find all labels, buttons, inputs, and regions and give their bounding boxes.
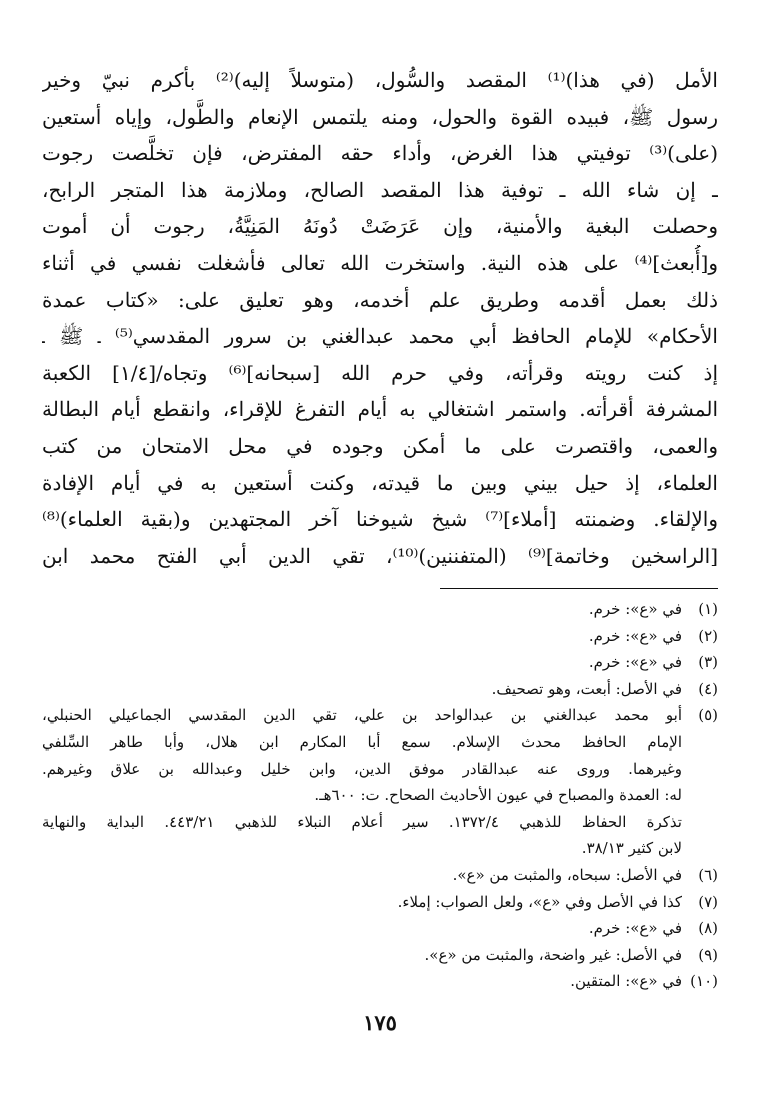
text-line: [الراسخين وخاتمة]⁽⁹⁾ (المتفننين)⁽¹⁰⁾، تقي الدين أبي الفتح محمد ابن [42,543,718,568]
footnote [42,623,718,650]
footnote-text: في الأصل: سبحاه، والمثبت من «ع». [452,865,682,884]
footnote-body [42,649,682,676]
text-line: المشرفة أقرأته. واستمر اشتغالي به أيام التفرغ للإقراء، وانقطع أيام البطالة [42,397,718,422]
footnote [42,862,718,889]
footnote-number: (٣) [698,653,718,672]
text-line: إذ كنت رويته وقرأته، وفي حرم الله [سبحانه]⁽⁶⁾ وتجاه/[١/٤] الكعبة [42,360,718,385]
footnote-text: في «ع»: خرم. [588,653,682,672]
footnote-body [42,862,682,889]
footnote-body [42,889,682,916]
footnote-text: لابن كثير ٣٨/١٣. [581,839,682,858]
main-text [42,62,718,574]
footnote-text: تذكرة الحفاظ للذهبي ١٣٧٢/٤. سير أعلام النبلاء للذهبي ٤٤٣/٢١. البداية والنهاية [42,812,682,831]
footnote-number: (٩) [698,945,718,964]
footnote-separator [440,588,718,589]
footnote-body [42,623,682,650]
footnote-text: في «ع»: المتقين. [570,972,682,991]
footnote-body [42,702,682,862]
text-line: الأمل (في هذا)⁽¹⁾ المقصد والسُّول، (متوسلاً إليه)⁽²⁾ بأكرم نبيّ وخير [42,68,718,92]
footnote-number: (٤) [698,679,718,698]
footnote-body [42,676,682,703]
footnote-number: (٢) [698,626,718,645]
text-line: والإلقاء. وضمنته [أملاء]⁽⁷⁾ شيخ شيوخنا آخر المجتهدين و(بقية العلماء)⁽⁸⁾ [42,507,718,532]
footnote [42,676,718,703]
footnote [42,942,718,969]
text-line: وحصلت البغية والأمنية، وإن عَرَضَتْ دُونَهُ المَنِيَّةُ، رجوت أن أموت [42,214,718,239]
footnote-text: كذا في الأصل وفي «ع»، ولعل الصواب: إملاء. [397,892,682,911]
footnote-number: (١) [698,600,718,618]
footnote [42,889,718,916]
footnote-body [42,596,682,623]
footnote-text: وغيرهما. وروى عنه عبدالقادر موفق الدين، وابن خليل وعبدالله بن علاق وغيرهم. [42,759,682,778]
footnote [42,596,718,623]
text-line: رسول ﷺ، فبيده القوة والحول، ومنه يلتمس الإنعام والطَّول، وإياه أستعين [42,104,718,129]
text-line: الأحكام» للإمام الحافظ أبي محمد عبدالغني بن سرور المقدسي⁽⁵⁾ ـ ﷺ ـ [42,324,718,349]
footnote-number: (١٠) [690,972,718,991]
footnote-number: (٧) [698,892,718,911]
text-line: و[أُبعث]⁽⁴⁾ على هذه النية. واستخرت الله تعالى فأشغلت نفسي في أثناء [42,250,718,275]
footnote-text: في «ع»: خرم. [588,626,682,645]
footnote [42,702,718,862]
footnote-text: أبو محمد عبدالغني بن عبدالواحد بن علي، تقي الدين المقدسي الجماعيلي الحنبلي، [42,706,682,725]
footnote-number: (٨) [698,919,718,938]
footnote-text: في الأصل: أبعت، وهو تصحيف. [491,679,682,698]
page-number: ١٧٥ [363,1010,397,1035]
footnote-text: في «ع»: خرم. [588,919,682,938]
footnote-text: الإمام الحافظ محدث الإسلام. سمع أبا المكارم ابن هلال، وأبا طاهر السِّلفي [42,732,682,751]
footnote-number: (٥) [698,706,718,725]
text-line: العلماء، إذ حيل بيني وبين ما قيدته، وكنت أستعين به في أيام الإفادة [42,470,718,495]
footnote [42,968,718,995]
footnote [42,915,718,942]
footnote-body [42,942,682,969]
text-line: (على)⁽³⁾ توفيتي هذا الغرض، وأداء حقه المفترض، فإن تخلَّصت رجوت [42,141,718,166]
text-line: والعمى، واقتصرت على ما أمكن وجوده في محل الامتحان من كتب [42,433,718,458]
footnote-text: له: العمدة والمصباح في عيون الأحاديث الصحاح. ت: ٦٠٠هـ. [314,786,682,805]
footnotes [42,596,718,995]
text-line: ـ إن شاء الله ـ توفية هذا المقصد الصالح، وملازمة هذا المتجر الرابح، [42,177,718,202]
footnote [42,649,718,676]
footnote-text: في «ع»: خرم. [588,600,682,618]
footnote-number: (٦) [698,865,718,884]
footnote-body [42,968,682,995]
text-line: ذلك بعمل أقدمه وطريق علم أخدمه، وهو تعليق على: «كتاب عمدة [42,287,718,312]
footnote-text: في الأصل: غير واضحة، والمثبت من «ع». [424,945,682,964]
footnote-body [42,915,682,942]
